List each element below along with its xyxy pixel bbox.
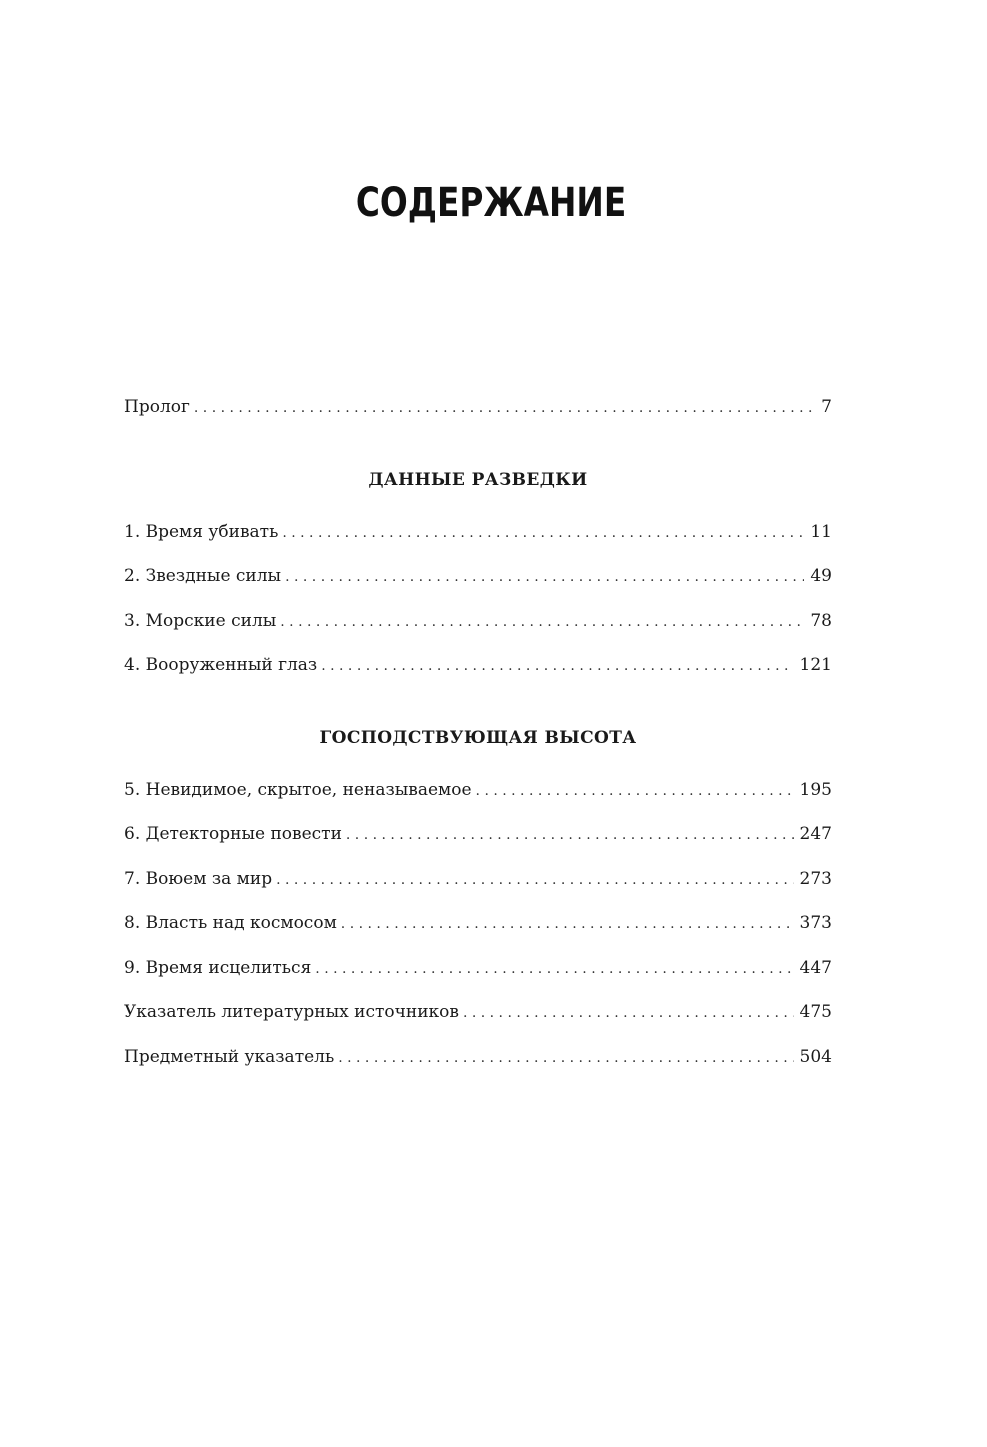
toc-entry-page: 195: [799, 779, 832, 800]
toc-entry-label: 9. Время исцелиться: [124, 957, 312, 978]
toc-entry-page: 373: [799, 913, 832, 933]
toc-entry-label: 7. Воюем за мир: [124, 868, 273, 889]
toc-entry-label: Пролог: [124, 397, 190, 417]
toc-entry-label: 3. Морские силы: [124, 610, 277, 631]
toc-entry-label: 4. Вооруженный глаз: [124, 655, 318, 675]
dot-leader: [282, 518, 804, 548]
toc-entry-chapter-6[interactable]: [124, 819, 832, 864]
toc-entry-chapter-3[interactable]: [124, 606, 832, 651]
toc-entry-label: 5. Невидимое, скрытое, неназываемое: [124, 779, 472, 800]
toc-entry-subject-index[interactable]: [124, 1042, 832, 1087]
toc-entry-chapter-7[interactable]: [124, 864, 832, 909]
toc-entry-page: 504: [799, 1046, 832, 1067]
toc-entry-page: 7: [821, 397, 832, 417]
toc-entry-label: 2. Звездные силы: [124, 566, 282, 586]
dot-leader: [285, 562, 804, 592]
page-title: СОДЕРЖАНИЕ: [355, 180, 627, 226]
toc-entry-label: Указатель литературных источников: [124, 1002, 459, 1022]
dot-leader: [463, 998, 794, 1028]
toc-entry-label: Предметный указатель: [124, 1046, 335, 1067]
toc-entry-prologue[interactable]: [124, 392, 832, 437]
toc-entry-page: 247: [799, 824, 832, 844]
dot-leader: [476, 776, 794, 806]
dot-leader: [338, 1043, 793, 1073]
toc-entry-chapter-8[interactable]: [124, 908, 832, 953]
toc-entry-page: 49: [810, 566, 832, 586]
toc-entry-label: 1. Время убивать: [124, 521, 279, 542]
toc-entry-label: 6. Детекторные повести: [124, 824, 342, 844]
toc-entry-chapter-5[interactable]: [124, 775, 832, 820]
dot-leader: [346, 820, 794, 850]
dot-leader: [321, 651, 793, 681]
toc-entry-page: 11: [810, 521, 832, 542]
toc-entry-sources-index[interactable]: [124, 997, 832, 1042]
toc-entry-label: 8. Власть над космосом: [124, 913, 337, 933]
section-heading-high-ground: ГОСПОДСТВУЮЩАЯ ВЫСОТА: [319, 727, 637, 748]
dot-leader: [276, 865, 793, 895]
toc-entry-page: 447: [799, 957, 832, 978]
toc-entry-page: 475: [799, 1002, 832, 1022]
dot-leader: [280, 607, 804, 637]
dot-leader: [194, 393, 815, 423]
toc-entry-page: 121: [799, 655, 832, 675]
toc-entry-page: 273: [799, 868, 832, 889]
table-of-contents: [124, 392, 832, 1086]
toc-entry-page: 78: [810, 610, 832, 631]
dot-leader: [315, 954, 793, 984]
section-heading-intelligence: ДАННЫЕ РАЗВЕДКИ: [368, 469, 588, 490]
dot-leader: [341, 909, 794, 939]
toc-entry-chapter-4[interactable]: [124, 650, 832, 695]
toc-entry-chapter-1[interactable]: [124, 517, 832, 562]
toc-entry-chapter-9[interactable]: [124, 953, 832, 998]
toc-entry-chapter-2[interactable]: [124, 561, 832, 606]
